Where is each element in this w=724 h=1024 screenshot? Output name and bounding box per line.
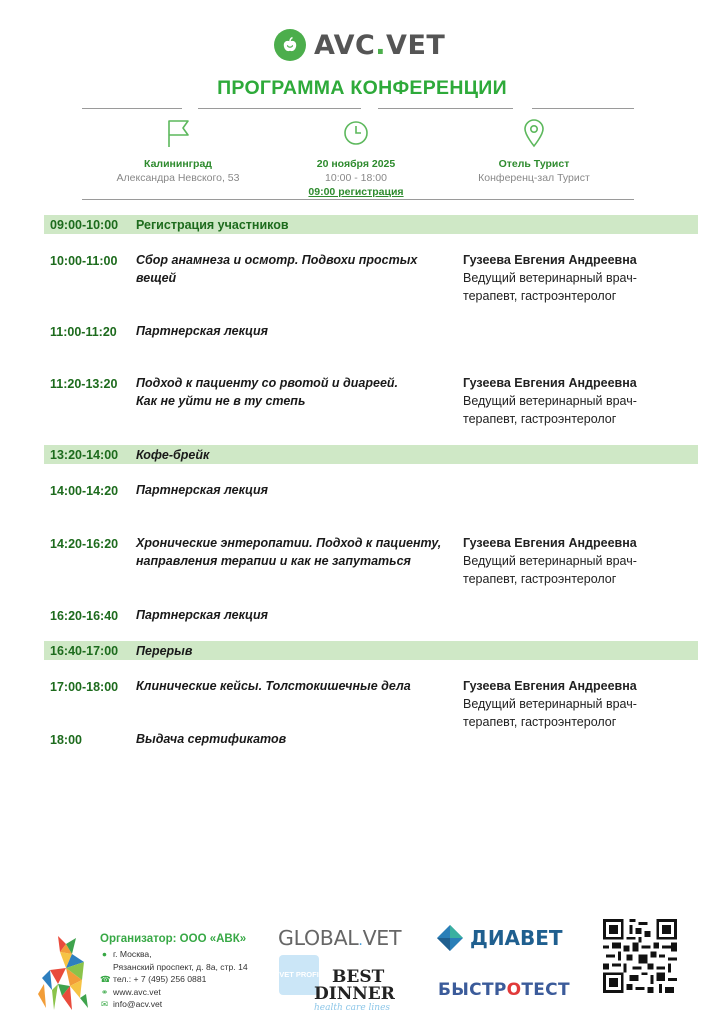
schedule-topic: Хронические энтеропатии. Подход к пациенту, направления терапии и как не запутаться [136, 536, 442, 568]
organizer-address: ● г. Москва, [101, 949, 152, 959]
vetprofi-logo: VET PROFI [279, 955, 319, 995]
info-date-text: 20 ноября 2025 [316, 158, 396, 170]
info-hours: 10:00 - 18:00 [325, 172, 387, 184]
schedule-topic: Сбор анамнеза и осмотр. Подвохи простых вещей [136, 253, 418, 285]
schedule-topic: Партнерская лекция [136, 608, 269, 622]
info-bottom-divider [82, 199, 634, 200]
organizer-email[interactable]: ✉ info@acv.vet [100, 999, 163, 1009]
clock-icon [266, 116, 446, 150]
schedule-topic: Клинические кейсы. Толстокишечные дела [136, 679, 411, 693]
info-city: Калининград [144, 158, 212, 170]
schedule-topic: Кофе-брейк [136, 448, 210, 462]
origami-dog-logo [36, 934, 92, 1012]
schedule-time: 14:20-16:20 [50, 537, 119, 551]
schedule-speaker: Гузеева Евгения Андреевна Ведущий ветеринарный врач- терапевт, гастроэнтеролог [463, 251, 693, 305]
schedule-topic: Подход к пациенту со рвотой и диареей. Как не уйти не в ту степь [136, 376, 398, 408]
schedule-speaker: Гузеева Евгения Андреевна Ведущий ветеринарный врач- терапевт, гастроэнтеролог [463, 374, 693, 428]
schedule-topic: Регистрация участников [136, 218, 289, 232]
speaker-name: Гузеева Евгения Андреевна [463, 376, 637, 390]
schedule-time: 13:20-14:00 [50, 448, 119, 462]
info-date [266, 116, 446, 198]
title-divider-mid-right [378, 108, 513, 109]
diavet-diamond-icon [436, 924, 464, 952]
speaker-name: Гузеева Евгения Андреевна [463, 536, 637, 550]
organizer-phone: ☎ тел.: + 7 (495) 256 0881 [100, 974, 207, 984]
info-registration-link[interactable]: 09:00 регистрация [308, 186, 404, 198]
schedule-time: 10:00-11:00 [50, 254, 118, 268]
info-address: Александра Невского, 53 [116, 172, 240, 184]
speaker-role: Ведущий ветеринарный врач- [463, 394, 637, 408]
schedule-speaker: Гузеева Евгения Андреевна Ведущий ветеринарный врач- терапевт, гастроэнтеролог [463, 677, 693, 731]
map-pin-icon: ● [101, 949, 108, 959]
speaker-name: Гузеева Евгения Андреевна [463, 253, 637, 267]
apple-logo-icon [274, 29, 306, 61]
schedule-time: 11:00-11:20 [50, 325, 117, 339]
bestdinner-logo: BEST DINNER health care lines [314, 967, 395, 1013]
schedule-time: 09:00-10:00 [50, 218, 119, 232]
schedule-topic: Перерыв [136, 644, 193, 658]
info-hall: Конференц-зал Турист [478, 172, 590, 184]
schedule-time: 11:20-13:20 [50, 377, 118, 391]
organizer-title: Организатор: ООО «АВК» [100, 933, 247, 945]
location-pin-icon [444, 116, 624, 150]
schedule-topic: Выдача сертификатов [136, 732, 287, 746]
page-title: ПРОГРАММА КОНФЕРЕНЦИИ [217, 77, 507, 99]
schedule-topic: Партнерская лекция [136, 324, 269, 338]
speaker-role: Ведущий ветеринарный врач- [463, 271, 637, 285]
logo-wordmark: AVC.VET [314, 29, 446, 61]
speaker-name: Гузеева Евгения Андреевна [463, 679, 637, 693]
info-venue [444, 116, 624, 184]
schedule-time: 14:00-14:20 [50, 484, 119, 498]
organizer-address-line2: Рязанский проспект, д. 8а, стр. 14 [113, 961, 248, 972]
schedule-topic: Партнерская лекция [136, 483, 269, 497]
diavet-logo: ДИАВЕТ [436, 924, 563, 952]
schedule-speaker: Гузеева Евгения Андреевна Ведущий ветеринарный врач- терапевт, гастроэнтеролог [463, 534, 693, 588]
organizer-block [100, 933, 280, 1011]
phone-icon: ☎ [100, 974, 111, 984]
title-divider-right [532, 108, 634, 109]
speaker-role: Ведущий ветеринарный врач- [463, 554, 637, 568]
schedule-time: 17:00-18:00 [50, 680, 119, 694]
schedule-time: 16:40-17:00 [50, 644, 119, 658]
title-divider-mid-left [198, 108, 361, 109]
qr-code[interactable] [603, 919, 677, 998]
avcvet-logo [274, 28, 445, 62]
speaker-role: Ведущий ветеринарный врач- [463, 697, 637, 711]
flag-icon [88, 116, 268, 150]
globalvet-logo: GLOBAL.VET [278, 926, 402, 950]
schedule-time: 16:20-16:40 [50, 609, 119, 623]
organizer-website[interactable]: ⚭ www.avc.vet [100, 986, 161, 997]
schedule-time: 18:00 [50, 733, 82, 747]
email-icon: ✉ [100, 999, 109, 1009]
bystrotest-logo: БЫСТРОТЕСТ [438, 980, 570, 1000]
title-divider-left [82, 108, 182, 109]
info-location [88, 116, 268, 184]
info-hotel: Отель Турист [498, 158, 570, 170]
globe-icon: ⚭ [100, 986, 109, 997]
